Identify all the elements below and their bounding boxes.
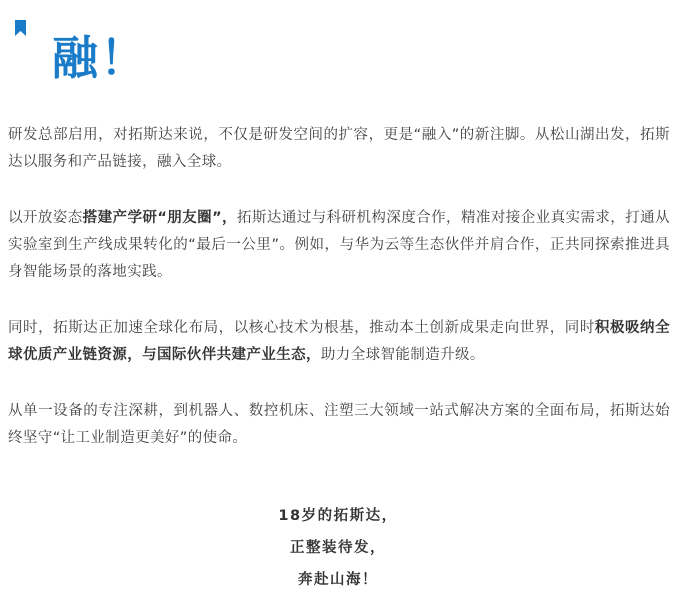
bookmark-icon <box>15 20 26 36</box>
paragraph <box>8 205 670 286</box>
body-text: 助力全球智能制造升级。 <box>320 347 485 363</box>
body-text: 从单一设备的专注深耕，到机器人、数控机床、注塑三大领域一站式解决方案的全面布局，拓斯达始终坚守“让工业制造更美好”的使命。 <box>8 403 670 446</box>
body-text: 研发总部启用，对拓斯达来说，不仅是研发空间的扩容，更是“融入”的新注脚。从松山湖出发，拓斯达以服务和产品链接，融入全球。 <box>8 127 670 170</box>
section-header <box>12 20 212 90</box>
bold-text: 搭建产学研“朋友圈”， <box>82 210 237 226</box>
closing-line: 18岁的拓斯达， <box>278 508 398 524</box>
paragraph <box>8 122 670 176</box>
paragraph <box>8 315 670 369</box>
paragraph <box>8 398 670 452</box>
section-heading: 融！ <box>52 31 148 85</box>
closing-line: 奔赴山海！ <box>298 572 378 588</box>
article-body <box>8 122 670 481</box>
closing-line: 正整装待发， <box>290 540 386 556</box>
closing-slogan <box>0 500 676 596</box>
body-text: 以开放姿态 <box>8 210 83 226</box>
body-text: 拓斯达通过与科研机构深度合作，精准对接企业真实需求，打通从实验室到生产线成果转化的“最后一公里”。例如，与华为云等生态伙伴并肩合作，正共同探索推进具身智能场景的落地实践。 <box>8 210 671 280</box>
bold-text: 积极吸纳全球优质产业链资源，与国际伙伴共建产业生态， <box>8 320 671 363</box>
body-text: 同时，拓斯达正加速全球化布局，以核心技术为根基，推动本土创新成果走向世界，同时 <box>8 320 595 336</box>
